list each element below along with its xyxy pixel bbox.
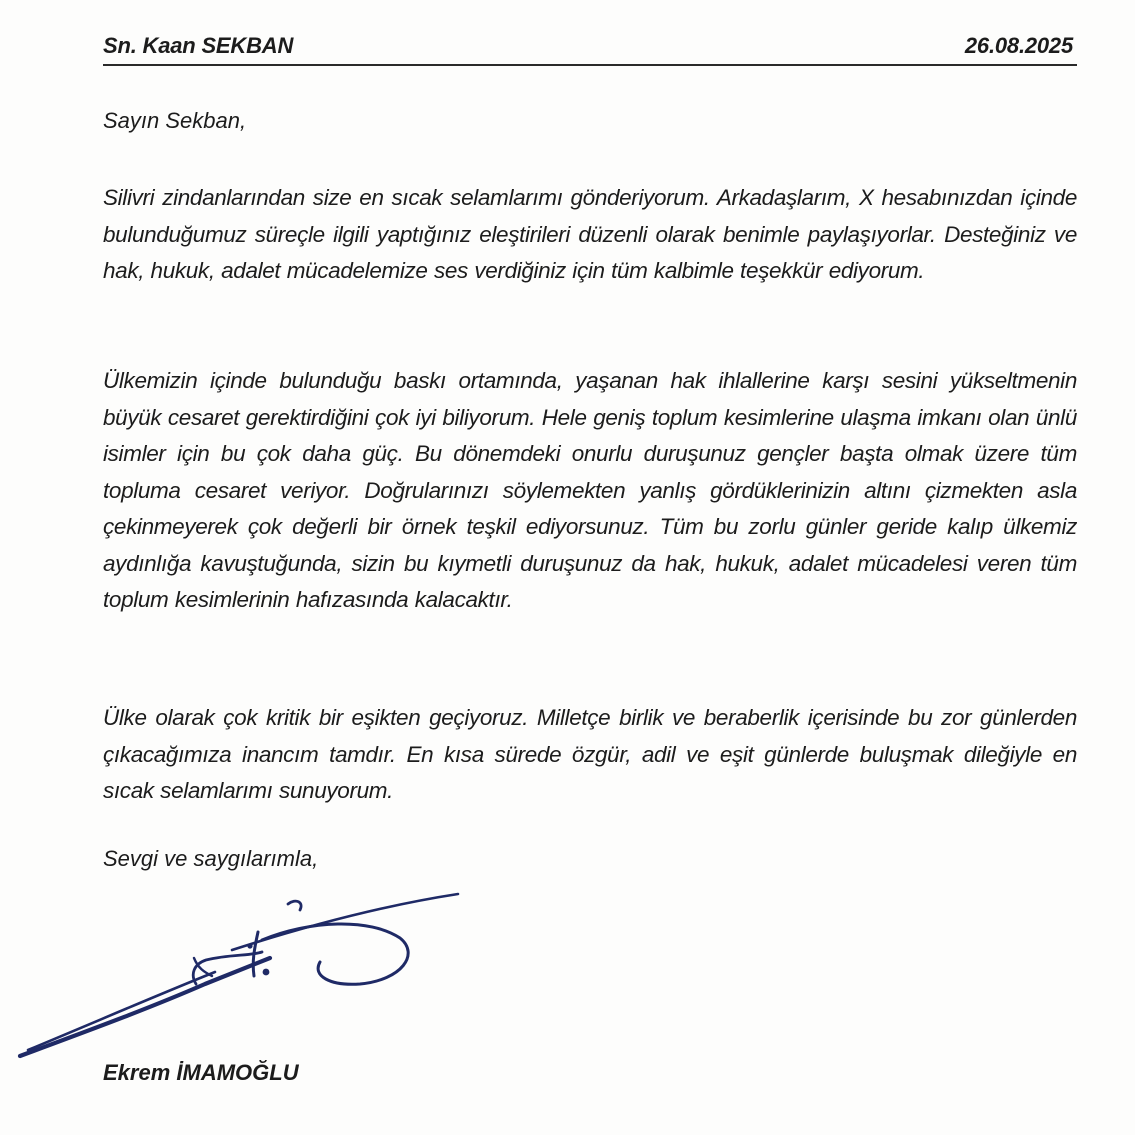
signature-stroke-main-2: [28, 972, 215, 1050]
letter-header: [103, 30, 1077, 66]
signature-stroke-loop: [262, 924, 408, 984]
handwritten-signature: [0, 880, 480, 1080]
body-paragraph-1: Silivri zindanlarından size en sıcak selamlarımı gönderiyorum. Arkadaşlarım, X hesabınızdan içinde bulunduğumuz süreçle ilgili yaptığınız eleştirileri düzenli olarak benimle paylaşıyorlar. Desteğiniz ve hak, hukuk, adalet mücadelemize ses verdiğiniz için tüm kalbimle teşekkür ediyorum.: [103, 185, 1077, 283]
recipient-name: Sn. Kaan SEKBAN: [103, 33, 294, 58]
signature-dot: [263, 969, 270, 976]
closing-phrase: Sevgi ve saygılarımla,: [103, 846, 319, 871]
letter-date: 26.08.2025: [964, 33, 1073, 58]
signature-stroke-top: [232, 894, 458, 950]
body-paragraph-3: Ülke olarak çok kritik bir eşikten geçiyoruz. Milletçe birlik ve beraberlik içerisinde bu zor günlerden çıkacağımıza inancım tamdır. En kısa sürede özgür, adil ve eşit günlerde buluşmak dileğiyle en sıcak selamlarımı sunuyorum.: [103, 705, 1077, 803]
signature-stroke-tick: [288, 901, 301, 910]
salutation: Sayın Sekban,: [103, 108, 247, 133]
signature-stroke-main: [20, 958, 270, 1056]
signature-dot-2: [247, 943, 252, 948]
signer-name: Ekrem İMAMOĞLU: [103, 1060, 299, 1085]
body-paragraph-2: Ülkemizin içinde bulunduğu baskı ortamında, yaşanan hak ihlallerine karşı sesini yükseltmenin büyük cesaret gerektirdiğini çok iyi biliyorum. Hele geniş toplum kesimlerine ulaşma imkanı olan ünlü isimler için bu çok daha güç. Bu dönemdeki onurlu duruşunuz gençler başta olmak üzere tüm topluma cesaret veriyor. Doğrularınızı söylemekten yanlış gördüklerinizin altını çizmekten asla çekinmeyerek çok değerli bir örnek teşkil ediyorsunuz. Tüm bu zorlu günler geride kalıp ülkemiz aydınlığa kavuştuğunda, sizin bu kıymetli duruşunuz da hak, hukuk, adalet mücadelesi veren tüm toplum kesimlerinin hafızasında kalacaktır.: [103, 368, 1077, 612]
signature-stroke-hook: [193, 952, 262, 984]
